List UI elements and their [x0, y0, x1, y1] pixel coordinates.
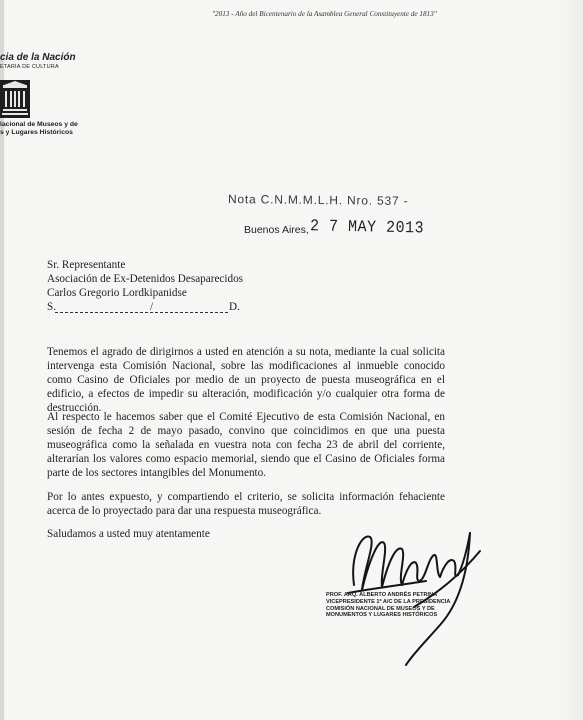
reference-stamp: Nota C.N.M.M.L.H. Nro. 537 -	[227, 192, 409, 208]
closing-line: Saludamos a usted muy atentamente	[47, 528, 210, 540]
body-paragraph-1: Tenemos el agrado de dirigirnos a usted en atención a su nota, mediante la cual solicita intervenga esta Comisión Nacional, sobre las modificaciones al inmueble conocido como Casino de Oficiales por medio de un proyecto de puesta museográfica en el edificio, a efectos de impedir su alteración, modificación y/o cualquier otra forma de destrucción.	[47, 346, 445, 414]
slash-mark: /	[150, 301, 154, 313]
salutation-line	[47, 301, 239, 314]
signature-stamp	[326, 592, 456, 619]
signatory-institution-2: MONUMENTOS Y LUGARES HISTÓRICOS	[326, 612, 438, 619]
recipient-address: Carlos Gregorio Lordkipanidse	[47, 287, 187, 299]
recipient-organization: Asociación de Ex-Detenidos Desaparecidos	[47, 273, 244, 285]
body-paragraph-3: Por lo antes expuesto, y compartiendo el criterio, se solicita información fehaciente acerca de lo proyectado para dar una respuesta museográfica.	[47, 491, 445, 517]
date-stamp: 2 7 MAY 2013	[309, 217, 425, 238]
signatory-institution-1: COMISIÓN NACIONAL DE MUSEOS Y DE	[326, 605, 435, 612]
signatory-name: PROF. ARQ. ALBERTO ANDRÉS PETRINA	[326, 592, 438, 598]
recipient-title: Sr. Representante	[47, 259, 126, 271]
header-motto: "2013 - Año del Bicentenario de la Asamblea General Constituyente de 1813"	[212, 10, 437, 18]
signatory-position: VICEPRESIDENTE 1º A/C DE LA PRESIDENCIA	[326, 598, 451, 605]
commission-name-line2: s y Lugares Históricos	[0, 129, 73, 136]
dashed-rule	[55, 312, 228, 313]
ministry-subtitle: ETARIA DE CULTURA	[0, 64, 59, 70]
s-label: S.	[47, 301, 57, 313]
d-label: D.	[229, 301, 240, 313]
place-label: Buenos Aires,	[244, 224, 309, 236]
building-logo-icon	[0, 80, 30, 118]
commission-name-line1: lacional de Museos y de	[0, 121, 78, 128]
ministry-name: cia de la Nación	[0, 52, 76, 63]
body-paragraph-2: Al respecto le hacemos saber que el Comité Ejecutivo de esta Comisión Nacional, en sesión de fecha 2 de mayo pasado, convino que coincidimos en que una puesta museográfica como la señalada en vuestra nota con fecha 23 de abril del corriente, alterarían los valores como espacio memorial, siendo que el Casino de Oficiales forma parte de los sectores intangibles del Monumento.	[47, 411, 445, 479]
